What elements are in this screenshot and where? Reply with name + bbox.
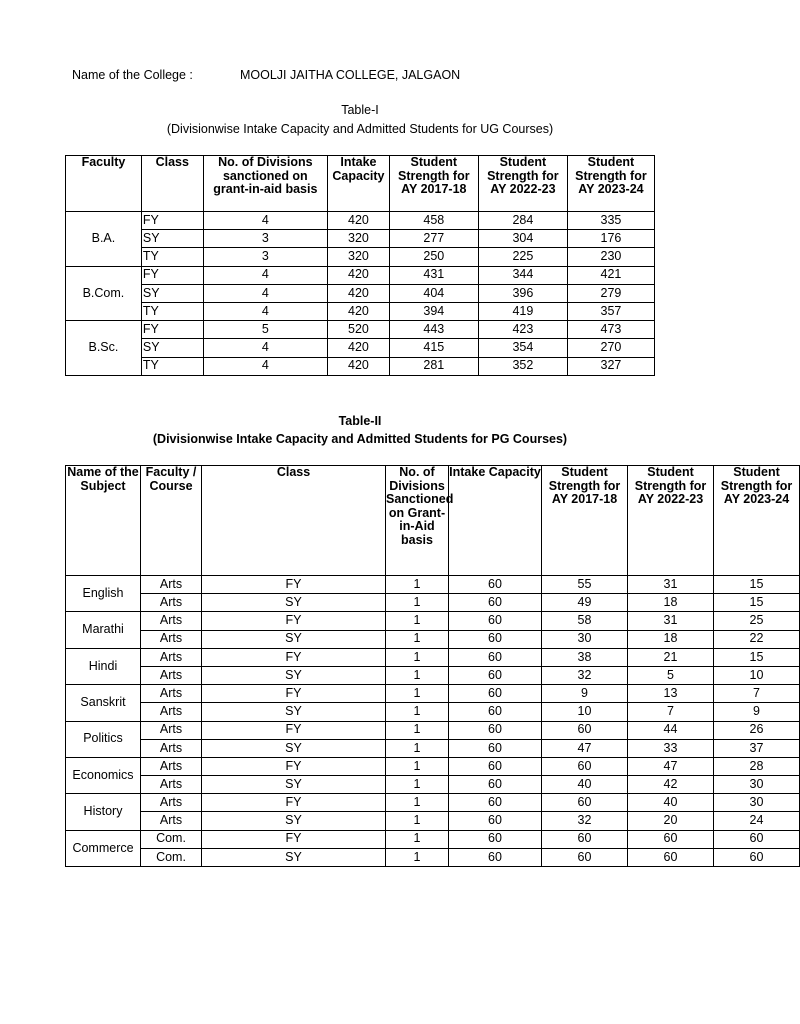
col-header-divisions: No. of Divisions Sanctioned on Grant-in-Aid basis (386, 466, 449, 576)
cell-class: SY (202, 812, 386, 830)
cell-class: SY (202, 739, 386, 757)
cell-faculty-course: Arts (141, 648, 202, 666)
cell-intake: 60 (449, 594, 542, 612)
cell-ay-2017-18: 58 (542, 612, 628, 630)
cell-divisions: 1 (386, 757, 449, 775)
table-row (66, 776, 800, 794)
cell-ay-2017-18: 415 (389, 339, 478, 357)
cell-divisions: 1 (386, 594, 449, 612)
table2-title: Table-II (338, 414, 382, 428)
cell-divisions: 1 (386, 776, 449, 794)
col-header-ay-2017-18: Student Strength for AY 2017-18 (542, 466, 628, 576)
table-row (66, 812, 800, 830)
cell-ay-2023-24: 335 (567, 212, 654, 230)
cell-intake: 60 (449, 848, 542, 866)
cell-faculty-course: Arts (141, 612, 202, 630)
cell-divisions: 1 (386, 666, 449, 684)
table-row (66, 576, 800, 594)
cell-divisions: 5 (203, 321, 327, 339)
table-row (66, 794, 800, 812)
cell-class: TY (141, 248, 203, 266)
cell-faculty-course: Arts (141, 794, 202, 812)
table1-subtitle: (Divisionwise Intake Capacity and Admitted Students for UG Courses) (166, 122, 554, 136)
subject-cell: Sanskrit (66, 685, 141, 721)
table-row (66, 685, 800, 703)
cell-divisions: 1 (386, 812, 449, 830)
cell-ay-2022-23: 344 (478, 266, 567, 284)
table-row (66, 848, 800, 866)
cell-ay-2022-23: 7 (628, 703, 714, 721)
cell-divisions: 4 (203, 212, 327, 230)
cell-intake: 60 (449, 721, 542, 739)
cell-faculty-course: Arts (141, 812, 202, 830)
col-header-class: Class (202, 466, 386, 576)
table-row (66, 357, 655, 375)
cell-ay-2017-18: 55 (542, 576, 628, 594)
pg-table-body (66, 576, 800, 867)
cell-faculty-course: Arts (141, 757, 202, 775)
cell-class: SY (202, 703, 386, 721)
cell-intake: 60 (449, 576, 542, 594)
table1-title: Table-I (341, 103, 379, 117)
cell-intake: 320 (328, 248, 390, 266)
cell-ay-2022-23: 423 (478, 321, 567, 339)
cell-divisions: 1 (386, 703, 449, 721)
table2-subtitle: (Divisionwise Intake Capacity and Admitted Students for PG Courses) (152, 432, 568, 446)
table-row (66, 703, 800, 721)
cell-ay-2022-23: 18 (628, 594, 714, 612)
cell-divisions: 4 (203, 357, 327, 375)
cell-ay-2023-24: 473 (567, 321, 654, 339)
cell-ay-2023-24: 37 (714, 739, 800, 757)
cell-class: TY (141, 357, 203, 375)
cell-class: FY (202, 685, 386, 703)
cell-ay-2023-24: 176 (567, 230, 654, 248)
cell-ay-2017-18: 49 (542, 594, 628, 612)
cell-ay-2017-18: 60 (542, 757, 628, 775)
faculty-cell: B.Sc. (66, 321, 142, 376)
table-row (66, 630, 800, 648)
cell-class: SY (202, 776, 386, 794)
cell-ay-2017-18: 47 (542, 739, 628, 757)
cell-ay-2023-24: 15 (714, 594, 800, 612)
ug-intake-table (65, 155, 655, 376)
cell-divisions: 1 (386, 830, 449, 848)
cell-ay-2023-24: 30 (714, 794, 800, 812)
cell-ay-2017-18: 60 (542, 830, 628, 848)
cell-ay-2017-18: 458 (389, 212, 478, 230)
cell-ay-2017-18: 32 (542, 666, 628, 684)
col-header-ay-2022-23: Student Strength for AY 2022-23 (478, 156, 567, 212)
cell-ay-2023-24: 60 (714, 830, 800, 848)
cell-ay-2023-24: 30 (714, 776, 800, 794)
table-row (66, 266, 655, 284)
cell-ay-2022-23: 304 (478, 230, 567, 248)
cell-class: SY (141, 284, 203, 302)
cell-class: SY (202, 666, 386, 684)
cell-ay-2023-24: 270 (567, 339, 654, 357)
cell-faculty-course: Com. (141, 848, 202, 866)
cell-class: FY (202, 757, 386, 775)
cell-divisions: 4 (203, 284, 327, 302)
cell-intake: 60 (449, 812, 542, 830)
cell-divisions: 1 (386, 576, 449, 594)
col-header-ay-2017-18: Student Strength for AY 2017-18 (389, 156, 478, 212)
table-row (66, 339, 655, 357)
cell-ay-2017-18: 30 (542, 630, 628, 648)
cell-ay-2017-18: 38 (542, 648, 628, 666)
cell-divisions: 1 (386, 612, 449, 630)
college-name: MOOLJI JAITHA COLLEGE, JALGAON (240, 68, 461, 82)
col-header-ay-2023-24: Student Strength for AY 2023-24 (567, 156, 654, 212)
cell-ay-2023-24: 279 (567, 284, 654, 302)
cell-faculty-course: Arts (141, 685, 202, 703)
cell-ay-2023-24: 60 (714, 848, 800, 866)
cell-ay-2022-23: 225 (478, 248, 567, 266)
cell-ay-2022-23: 419 (478, 302, 567, 320)
table-row (66, 302, 655, 320)
table-row (66, 248, 655, 266)
cell-faculty-course: Com. (141, 830, 202, 848)
cell-faculty-course: Arts (141, 739, 202, 757)
table-row (66, 830, 800, 848)
cell-ay-2017-18: 60 (542, 848, 628, 866)
cell-ay-2017-18: 431 (389, 266, 478, 284)
cell-ay-2017-18: 9 (542, 685, 628, 703)
cell-ay-2022-23: 354 (478, 339, 567, 357)
table-row (66, 757, 800, 775)
cell-intake: 60 (449, 648, 542, 666)
cell-ay-2023-24: 26 (714, 721, 800, 739)
cell-ay-2023-24: 22 (714, 630, 800, 648)
cell-ay-2022-23: 5 (628, 666, 714, 684)
cell-intake: 420 (328, 212, 390, 230)
cell-intake: 420 (328, 339, 390, 357)
cell-divisions: 3 (203, 230, 327, 248)
cell-divisions: 1 (386, 630, 449, 648)
cell-ay-2017-18: 60 (542, 794, 628, 812)
cell-ay-2023-24: 28 (714, 757, 800, 775)
cell-ay-2017-18: 40 (542, 776, 628, 794)
cell-ay-2017-18: 32 (542, 812, 628, 830)
cell-class: SY (202, 594, 386, 612)
cell-intake: 420 (328, 284, 390, 302)
cell-intake: 420 (328, 266, 390, 284)
cell-class: FY (202, 648, 386, 666)
subject-cell: Politics (66, 721, 141, 757)
col-header-intake: Intake Capacity (449, 466, 542, 576)
cell-divisions: 1 (386, 648, 449, 666)
subject-cell: Hindi (66, 648, 141, 684)
cell-intake: 60 (449, 757, 542, 775)
cell-class: FY (141, 266, 203, 284)
subject-cell: Marathi (66, 612, 141, 648)
col-header-ay-2022-23: Student Strength for AY 2022-23 (628, 466, 714, 576)
subject-cell: History (66, 794, 141, 830)
cell-faculty-course: Arts (141, 721, 202, 739)
cell-divisions: 4 (203, 302, 327, 320)
cell-ay-2023-24: 357 (567, 302, 654, 320)
cell-ay-2022-23: 31 (628, 576, 714, 594)
cell-divisions: 4 (203, 266, 327, 284)
col-header-subject: Name of the Subject (66, 466, 141, 576)
cell-intake: 60 (449, 830, 542, 848)
cell-ay-2017-18: 394 (389, 302, 478, 320)
cell-ay-2017-18: 443 (389, 321, 478, 339)
cell-faculty-course: Arts (141, 776, 202, 794)
table-row (66, 212, 655, 230)
cell-ay-2023-24: 15 (714, 576, 800, 594)
cell-ay-2023-24: 24 (714, 812, 800, 830)
cell-class: FY (141, 212, 203, 230)
cell-class: SY (141, 230, 203, 248)
cell-ay-2023-24: 9 (714, 703, 800, 721)
faculty-cell: B.Com. (66, 266, 142, 321)
col-header-faculty-course: Faculty / Course (141, 466, 202, 576)
cell-ay-2022-23: 40 (628, 794, 714, 812)
cell-ay-2023-24: 421 (567, 266, 654, 284)
cell-intake: 60 (449, 739, 542, 757)
table-row (66, 721, 800, 739)
cell-ay-2022-23: 284 (478, 212, 567, 230)
cell-ay-2023-24: 15 (714, 648, 800, 666)
cell-intake: 320 (328, 230, 390, 248)
cell-intake: 60 (449, 666, 542, 684)
subject-cell: Economics (66, 757, 141, 793)
cell-faculty-course: Arts (141, 594, 202, 612)
cell-ay-2022-23: 20 (628, 812, 714, 830)
cell-divisions: 1 (386, 685, 449, 703)
cell-faculty-course: Arts (141, 703, 202, 721)
cell-intake: 60 (449, 703, 542, 721)
cell-ay-2017-18: 404 (389, 284, 478, 302)
cell-class: FY (202, 830, 386, 848)
cell-class: FY (202, 794, 386, 812)
table-row (66, 321, 655, 339)
cell-class: FY (202, 612, 386, 630)
cell-faculty-course: Arts (141, 666, 202, 684)
cell-class: SY (202, 630, 386, 648)
table-header-row (66, 156, 655, 212)
cell-class: SY (141, 339, 203, 357)
ug-table-body (66, 212, 655, 376)
cell-faculty-course: Arts (141, 630, 202, 648)
cell-ay-2022-23: 396 (478, 284, 567, 302)
cell-divisions: 1 (386, 721, 449, 739)
cell-ay-2022-23: 60 (628, 830, 714, 848)
cell-intake: 520 (328, 321, 390, 339)
cell-faculty-course: Arts (141, 576, 202, 594)
college-label: Name of the College : (72, 68, 193, 82)
table-row (66, 739, 800, 757)
cell-ay-2022-23: 33 (628, 739, 714, 757)
cell-class: FY (141, 321, 203, 339)
col-header-class: Class (141, 156, 203, 212)
cell-ay-2023-24: 7 (714, 685, 800, 703)
cell-ay-2023-24: 327 (567, 357, 654, 375)
cell-class: SY (202, 848, 386, 866)
cell-ay-2022-23: 13 (628, 685, 714, 703)
col-header-intake: Intake Capacity (328, 156, 390, 212)
cell-ay-2023-24: 10 (714, 666, 800, 684)
table-header-row (66, 466, 800, 576)
cell-class: FY (202, 576, 386, 594)
col-header-ay-2023-24: Student Strength for AY 2023-24 (714, 466, 800, 576)
faculty-cell: B.A. (66, 212, 142, 267)
col-header-faculty: Faculty (66, 156, 142, 212)
cell-ay-2022-23: 44 (628, 721, 714, 739)
table-row (66, 648, 800, 666)
cell-ay-2022-23: 18 (628, 630, 714, 648)
pg-intake-table (65, 465, 800, 867)
cell-intake: 420 (328, 302, 390, 320)
cell-ay-2023-24: 25 (714, 612, 800, 630)
cell-intake: 60 (449, 794, 542, 812)
cell-divisions: 3 (203, 248, 327, 266)
cell-ay-2022-23: 352 (478, 357, 567, 375)
cell-ay-2022-23: 47 (628, 757, 714, 775)
cell-class: TY (141, 302, 203, 320)
col-header-divisions: No. of Divisions sanctioned on grant-in-aid basis (203, 156, 327, 212)
cell-class: FY (202, 721, 386, 739)
cell-ay-2022-23: 42 (628, 776, 714, 794)
table-row (66, 230, 655, 248)
cell-intake: 60 (449, 612, 542, 630)
cell-intake: 60 (449, 630, 542, 648)
cell-ay-2022-23: 31 (628, 612, 714, 630)
subject-cell: Commerce (66, 830, 141, 866)
table-row (66, 284, 655, 302)
cell-ay-2022-23: 60 (628, 848, 714, 866)
cell-ay-2017-18: 281 (389, 357, 478, 375)
cell-divisions: 4 (203, 339, 327, 357)
table-row (66, 612, 800, 630)
cell-divisions: 1 (386, 848, 449, 866)
subject-cell: English (66, 576, 141, 612)
cell-ay-2022-23: 21 (628, 648, 714, 666)
cell-divisions: 1 (386, 794, 449, 812)
cell-ay-2017-18: 60 (542, 721, 628, 739)
cell-divisions: 1 (386, 739, 449, 757)
cell-ay-2017-18: 250 (389, 248, 478, 266)
cell-ay-2017-18: 10 (542, 703, 628, 721)
cell-ay-2017-18: 277 (389, 230, 478, 248)
cell-intake: 420 (328, 357, 390, 375)
table-row (66, 666, 800, 684)
table-row (66, 594, 800, 612)
cell-intake: 60 (449, 685, 542, 703)
cell-intake: 60 (449, 776, 542, 794)
cell-ay-2023-24: 230 (567, 248, 654, 266)
